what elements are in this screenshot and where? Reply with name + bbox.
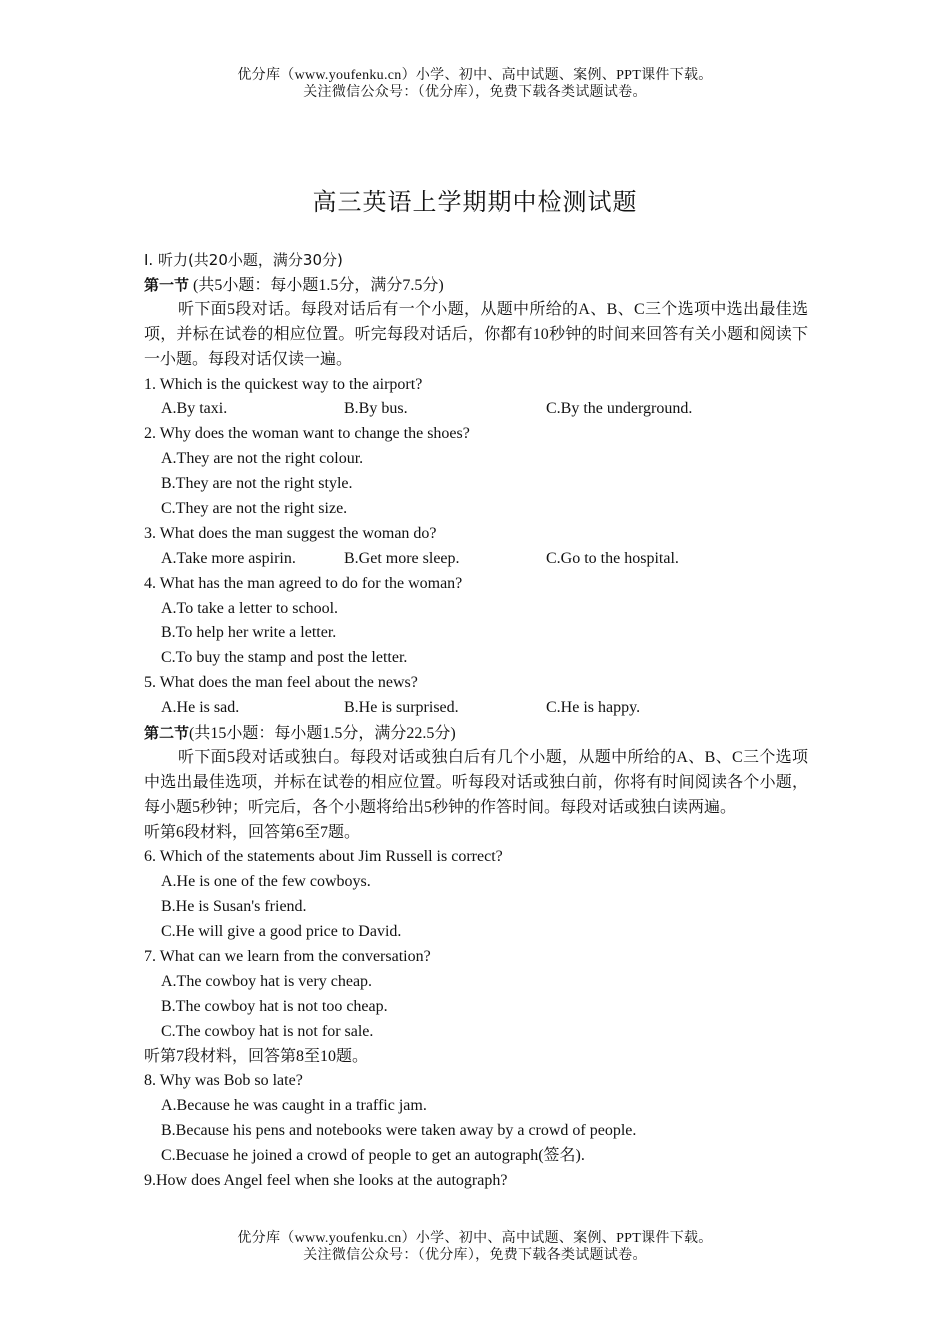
- option-c: C.Becuase he joined a crowd of people to get an autograph(签名).: [161, 1147, 585, 1165]
- option-b: B.He is surprised.: [344, 699, 459, 717]
- part2-scoring: (共15小题：每小题1.5分，满分22.5分): [189, 724, 456, 742]
- option-b: B.He is Susan's friend.: [161, 898, 307, 916]
- option-a: A.Because he was caught in a traffic jam.: [161, 1097, 427, 1115]
- question-5-options: [144, 696, 808, 721]
- option-c: C.They are not the right size.: [161, 499, 348, 517]
- question-3: 3. What does the man suggest the woman do?: [144, 524, 437, 542]
- option-b: B.To help her write a letter.: [161, 624, 337, 642]
- option-b: B.By bus.: [344, 400, 408, 418]
- option-c: C.He will give a good price to David.: [161, 923, 402, 941]
- option-b: B.Because his pens and notebooks were taken away by a crowd of people.: [161, 1122, 637, 1140]
- question-2: 2. Why does the woman want to change the shoes?: [144, 425, 470, 443]
- option-a: A.He is sad.: [161, 699, 240, 717]
- option-c: C.He is happy.: [546, 699, 641, 717]
- option-a: A.By taxi.: [161, 400, 228, 418]
- section-heading: Ⅰ. 听力(共20小题，满分30分): [144, 251, 343, 269]
- part2-label: 第二节: [144, 723, 190, 742]
- option-c: C.By the underground.: [546, 400, 693, 418]
- option-c: C.Go to the hospital.: [546, 549, 679, 567]
- material-6-note: 听第6段材料，回答第6至7题。: [144, 823, 361, 841]
- page-title: 高三英语上学期期中检测试题: [312, 188, 638, 216]
- part1-instructions: 听下面5段对话。每段对话后有一个小题，从题中所给的A、B、C三个选项中选出最佳选项，并标在试卷的相应位置。听完每段对话后，你都有10秒钟的时间来回答有关小题和阅读下一小题。每段对话仅读一遍。: [144, 300, 808, 368]
- question-7: 7. What can we learn from the conversation?: [144, 948, 431, 966]
- part1-scoring: (共5小题：每小题1.5分，满分7.5分): [189, 276, 444, 294]
- material-7-note: 听第7段材料，回答第8至10题。: [144, 1047, 369, 1065]
- option-a: A.They are not the right colour.: [161, 450, 364, 468]
- page-footer: [0, 1230, 950, 1264]
- option-a: A.To take a letter to school.: [161, 599, 339, 617]
- question-6: 6. Which of the statements about Jim Russell is correct?: [144, 848, 503, 866]
- question-5: 5. What does the man feel about the news?: [144, 674, 418, 692]
- option-c: C.The cowboy hat is not for sale.: [161, 1022, 374, 1040]
- exam-content: [144, 248, 808, 1194]
- part1-heading: [144, 273, 808, 298]
- page-header: [0, 67, 950, 101]
- option-b: B.Get more sleep.: [344, 549, 460, 567]
- question-4: 4. What has the man agreed to do for the woman?: [144, 574, 463, 592]
- question-8: 8. Why was Bob so late?: [144, 1072, 303, 1090]
- part1-label: 第一节: [144, 275, 190, 294]
- option-b: B.The cowboy hat is not too cheap.: [161, 997, 388, 1015]
- question-9: 9.How does Angel feel when she looks at the autograph?: [144, 1172, 508, 1190]
- header-line-2: 关注微信公众号：（优分库），免费下载各类试题试卷。: [303, 85, 647, 100]
- option-a: A.He is one of the few cowboys.: [161, 873, 371, 891]
- part2-instructions: 听下面5段对话或独白。每段对话或独白后有几个小题，从题中所给的A、B、C三个选项中选出最佳选项，并标在试卷的相应位置。听每段对话或独白前，你将有时间阅读各个小题，每小题5秒钟；听完后，各个小题将给出5秒钟的作答时间。每段对话或独白读两遍。: [144, 748, 808, 816]
- footer-line-1: 优分库（www.youfenku.cn）小学、初中、高中试题、案例、PPT课件下载。: [237, 1231, 713, 1246]
- header-line-1: 优分库（www.youfenku.cn）小学、初中、高中试题、案例、PPT课件下载。: [237, 68, 713, 83]
- option-c: C.To buy the stamp and post the letter.: [161, 649, 408, 667]
- option-a: A.Take more aspirin.: [161, 549, 296, 567]
- option-a: A.The cowboy hat is very cheap.: [161, 972, 373, 990]
- question-1-options: [144, 397, 808, 422]
- question-1: 1. Which is the quickest way to the airport?: [144, 375, 423, 393]
- question-3-options: [144, 547, 808, 572]
- part2-heading: [144, 721, 808, 746]
- option-b: B.They are not the right style.: [161, 475, 353, 493]
- footer-line-2: 关注微信公众号：（优分库），免费下载各类试题试卷。: [303, 1248, 647, 1263]
